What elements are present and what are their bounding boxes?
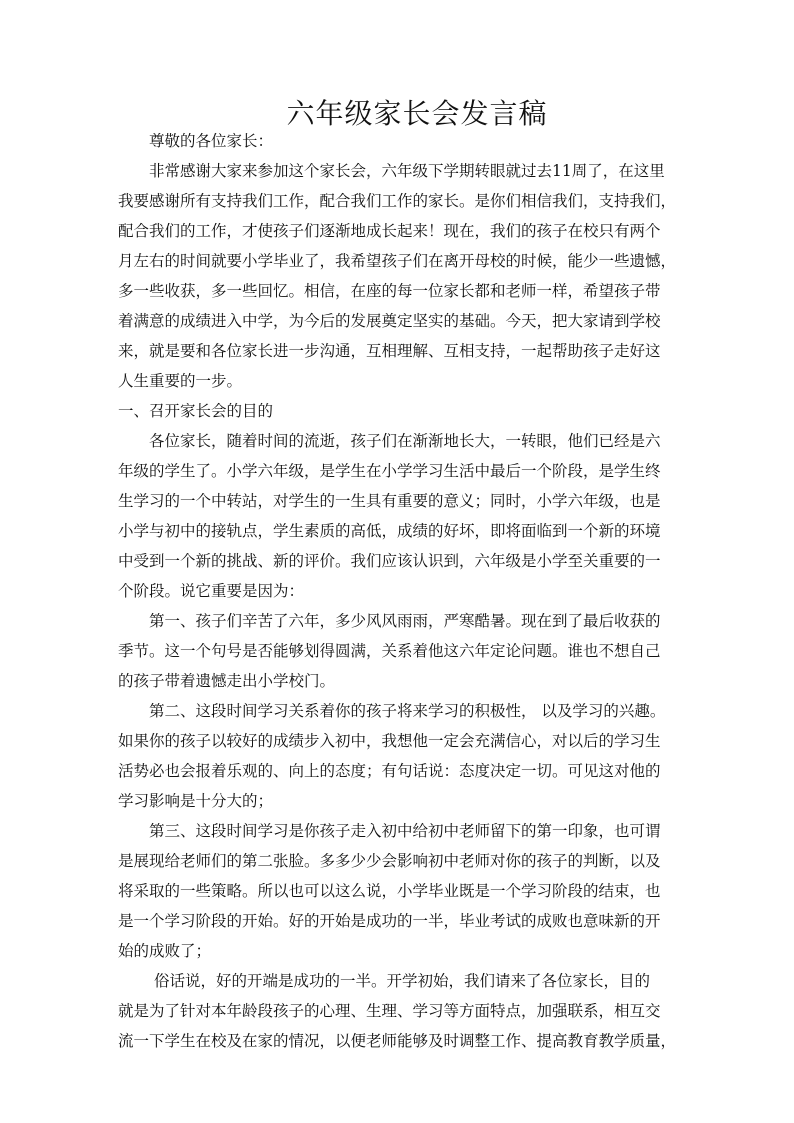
text-line: 季节。这一个句号是否能够划得圆满，关系着他这六年定论问题。谁也不想自己 <box>118 642 661 660</box>
text-line: 人生重要的一步。 <box>118 372 243 390</box>
text-line: 非常感谢大家来参加这个家长会，六年级下学期转眼就过去11周了，在这里 <box>149 162 665 180</box>
text-line: 是一个学习阶段的开始。好的开始是成功的一半，毕业考试的成败也意味新的开 <box>118 912 661 930</box>
text-line: 俗话说，好的开端是成功的一半。开学初始，我们请来了各位家长，目的 <box>154 972 651 990</box>
document-title-text: 六年级家长会发言稿 <box>286 97 548 130</box>
text-line: 始的成败了； <box>118 942 212 960</box>
text-line: 是展现给老师们的第二张脸。多多少少会影响初中老师对你的孩子的判断，以及 <box>118 852 661 870</box>
text-line: 流一下学生在校及在家的情况，以便老师能够及时调整工作、提高教育教学质量， <box>118 1032 677 1050</box>
text-line: 第一、孩子们辛苦了六年，多少风风雨雨，严寒酷暑。现在到了最后收获的 <box>149 612 661 630</box>
text-line: 第三、这段时间学习是你孩子走入初中给初中老师留下的第一印象，也可谓 <box>149 822 661 840</box>
text-line: 尊敬的各位家长： <box>149 132 274 150</box>
text-line: 多一些收获，多一些回忆。相信，在座的每一位家长都和老师一样，希望孩子带 <box>118 282 661 300</box>
text-line: 个阶段。说它重要是因为： <box>118 582 305 600</box>
text-line: 学习影响是十分大的； <box>118 792 274 810</box>
text-line: 中受到一个新的挑战、新的评价。我们应该认识到，六年级是小学至关重要的一 <box>118 552 661 570</box>
text-line: 第二、这段时间学习关系着你的孩子将来学习的积极性， 以及学习的兴趣。 <box>149 702 666 720</box>
text-line: 一、召开家长会的目的 <box>118 402 274 420</box>
text-line: 就是为了针对本年龄段孩子的心理、生理、学习等方面特点，加强联系，相互交 <box>118 1002 661 1020</box>
text-line: 年级的学生了。小学六年级，是学生在小学学习生活中最后一个阶段，是学生终 <box>118 462 661 480</box>
text-line: 各位家长，随着时间的流逝，孩子们在渐渐地长大，一转眼，他们已经是六 <box>149 432 661 450</box>
text-line: 将采取的一些策略。所以也可以这么说，小学毕业既是一个学习阶段的结束，也 <box>118 882 661 900</box>
text-line: 着满意的成绩进入中学，为今后的发展奠定坚实的基础。今天，把大家请到学校 <box>118 312 661 330</box>
text-line: 来，就是要和各位家长进一步沟通，互相理解、互相支持，一起帮助孩子走好这 <box>118 342 661 360</box>
text-line: 生学习的一个中转站，对学生的一生具有重要的意义；同时，小学六年级，也是 <box>118 492 661 510</box>
text-line: 的孩子带着遗憾走出小学校门。 <box>118 672 336 690</box>
text-line: 小学与初中的接轨点，学生素质的高低，成绩的好坏，即将面临到一个新的环境 <box>118 522 661 540</box>
document-body <box>118 126 678 1056</box>
text-line: 月左右的时间就要小学毕业了，我希望孩子们在离开母校的时候，能少一些遗憾， <box>118 252 677 270</box>
text-line: 如果你的孩子以较好的成绩步入初中，我想他一定会充满信心，对以后的学习生 <box>118 732 661 750</box>
text-line: 活势必也会报着乐观的、向上的态度；有句话说：态度决定一切。可见这对他的 <box>118 762 661 780</box>
text-line: 配合我们的工作，才使孩子们逐渐地成长起来！现在，我们的孩子在校只有两个 <box>118 222 661 240</box>
text-line: 我要感谢所有支持我们工作，配合我们工作的家长。是你们相信我们，支持我们， <box>118 192 677 210</box>
